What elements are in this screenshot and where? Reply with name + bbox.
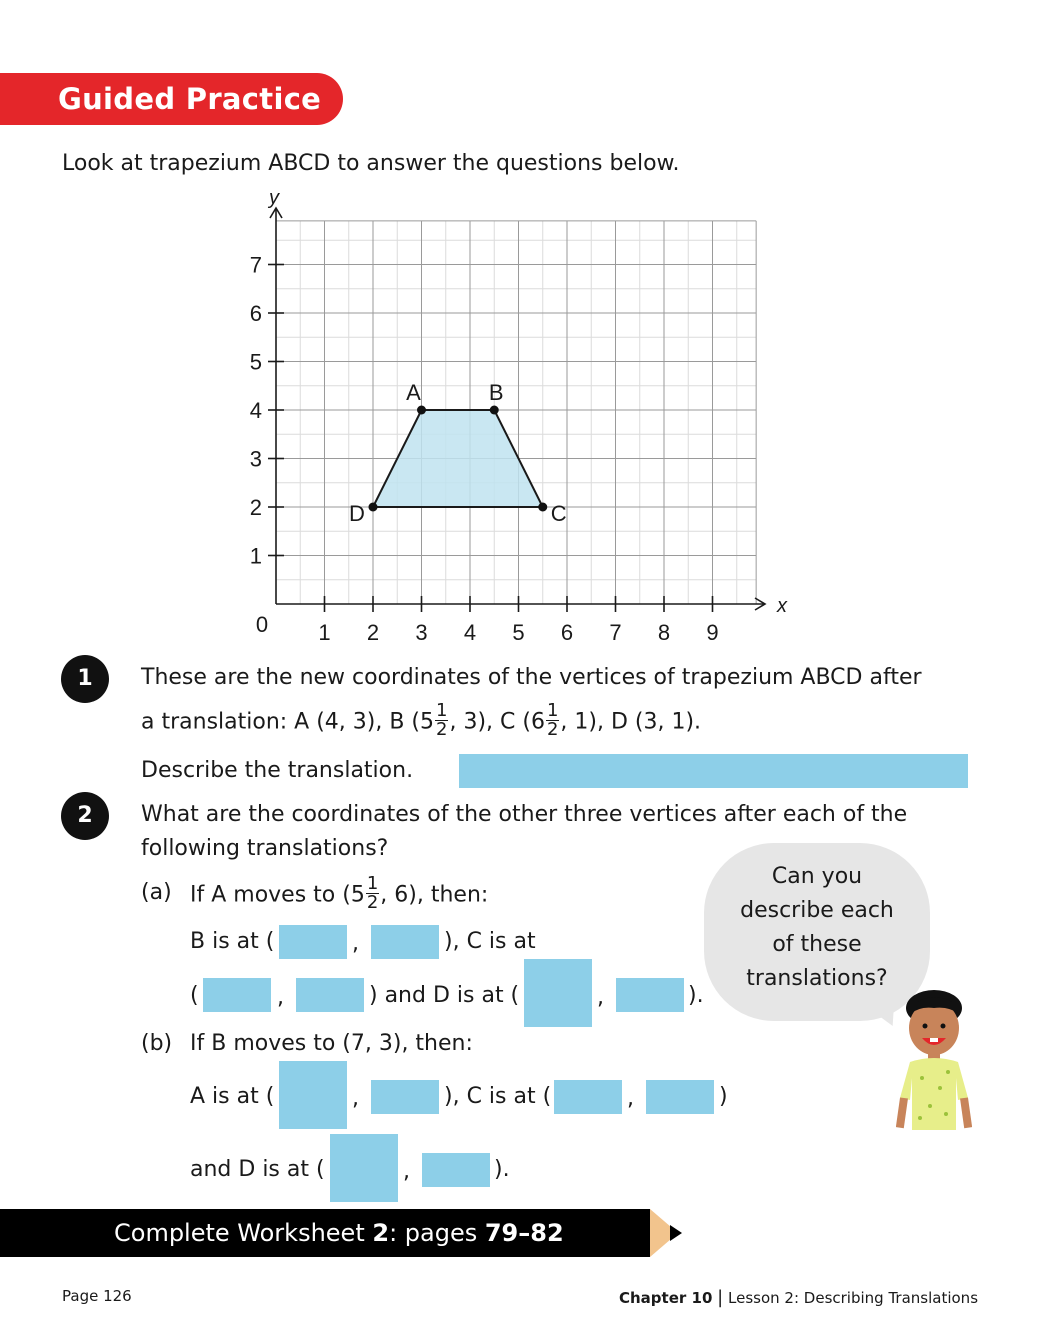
fraction-numerator: 1 — [546, 700, 559, 721]
fraction-half — [546, 702, 559, 739]
y-tick-label: 3 — [249, 446, 262, 472]
a-cy-box[interactable] — [296, 978, 364, 1012]
q2-line1: What are the coordinates of the other three vertices after each of the — [141, 802, 908, 827]
trapezium-abcd — [373, 410, 543, 507]
a-c-is-at: ), C is at — [444, 929, 536, 954]
b-a-is-at: A is at ( — [190, 1084, 275, 1109]
footer-mid: : pages — [389, 1219, 485, 1247]
x-tick-label: 7 — [609, 620, 622, 645]
b-dx-box[interactable] — [330, 1134, 398, 1202]
fraction-numerator: 1 — [436, 700, 448, 721]
open-paren: ( — [190, 983, 199, 1008]
coordinate-grid — [230, 180, 810, 650]
worksheet-banner — [0, 1209, 650, 1257]
y-tick-label: 7 — [249, 252, 262, 278]
b-c-is-at: ), C is at ( — [444, 1084, 552, 1109]
a-and-d: ) and D is at ( — [369, 983, 520, 1008]
fraction-denominator: 2 — [546, 719, 559, 740]
bubble-line: Can you — [771, 864, 863, 889]
comma: , — [352, 1086, 359, 1111]
question-2-number: 2 — [77, 803, 93, 828]
section-banner — [0, 73, 343, 125]
x-tick-label: 1 — [318, 620, 331, 645]
part-a-label: (a) — [141, 880, 172, 905]
origin-label: 0 — [255, 612, 269, 637]
q1-coords-a: a translation: A (4, 3), B (5 — [141, 709, 435, 735]
fraction-half — [435, 702, 448, 739]
separator: | — [717, 1287, 724, 1308]
question-2-badge — [61, 792, 109, 840]
x-tick-label: 2 — [366, 620, 380, 645]
x-tick-label: 3 — [415, 620, 428, 645]
b-and-d: and D is at ( — [190, 1157, 325, 1182]
vertex-point — [369, 503, 378, 512]
part-a-text-2: , 6), then: — [380, 882, 489, 908]
vertex-point — [490, 406, 499, 415]
q1-answer-box[interactable] — [459, 754, 968, 788]
part-a-text — [190, 873, 489, 914]
a-bx-box[interactable] — [279, 925, 347, 959]
fraction-numerator: 1 — [366, 873, 379, 894]
comma: , — [403, 1159, 410, 1184]
y-tick-label: 5 — [249, 349, 262, 375]
b-cy-box[interactable] — [646, 1080, 714, 1114]
comma: , — [352, 931, 359, 956]
part-a-text-1: If A moves to (5 — [190, 882, 365, 908]
comma: , — [277, 985, 284, 1010]
y-tick-label: 6 — [249, 301, 262, 326]
b-dy-box[interactable] — [422, 1153, 490, 1187]
close-paren: ) — [719, 1084, 728, 1109]
vertex-point — [417, 406, 426, 415]
a-dx-box[interactable] — [524, 959, 592, 1027]
x-tick-label: 6 — [560, 620, 574, 645]
page-number: Page 126 — [62, 1287, 132, 1305]
a-cx-box[interactable] — [203, 978, 271, 1012]
footer-pages: 79–82 — [484, 1219, 564, 1247]
fraction-denominator: 2 — [366, 892, 379, 913]
y-tick-label: 1 — [249, 543, 262, 569]
vertex-point — [538, 503, 547, 512]
x-tick-label: 5 — [512, 620, 525, 645]
vertex-label: B — [488, 380, 504, 405]
question-1-badge — [61, 655, 109, 703]
b-ax-box[interactable] — [279, 1061, 347, 1129]
q2-line2: following translations? — [141, 836, 389, 861]
lesson-label: Lesson 2: Describing Translations — [728, 1289, 979, 1307]
q1-coords-c: , 1), D (3, 1). — [560, 709, 702, 735]
a-dy-box[interactable] — [616, 978, 684, 1012]
q1-line1: These are the new coordinates of the vertices of trapezium ABCD after — [141, 665, 922, 690]
comma: , — [597, 985, 604, 1010]
boy-character-illustration — [896, 988, 972, 1132]
intro-text: Look at trapezium ABCD to answer the questions below. — [62, 151, 680, 176]
fraction-denominator: 2 — [436, 719, 448, 740]
x-tick-label: 9 — [706, 620, 719, 645]
comma: , — [627, 1086, 634, 1111]
vertex-label: D — [349, 501, 365, 526]
b-ay-box[interactable] — [371, 1080, 439, 1114]
a-by-box[interactable] — [371, 925, 439, 959]
question-1-number: 1 — [77, 666, 93, 691]
part-b-label: (b) — [141, 1031, 173, 1056]
q1-line2 — [141, 700, 702, 741]
x-tick-label: 4 — [463, 620, 477, 645]
vertex-label: C — [550, 501, 567, 526]
a-b-is-at: B is at ( — [190, 929, 275, 954]
x-axis-label: x — [777, 595, 787, 617]
bubble-line: translations? — [746, 966, 888, 991]
b-cx-box[interactable] — [554, 1080, 622, 1114]
footer-worksheet-number: 2 — [372, 1219, 390, 1247]
y-axis-label: y — [269, 187, 279, 209]
chapter-info — [619, 1287, 978, 1308]
y-tick-label: 2 — [249, 495, 262, 520]
y-tick-label: 4 — [249, 398, 262, 423]
fraction-half — [366, 875, 379, 912]
bubble-line: describe each — [740, 898, 894, 923]
x-tick-label: 8 — [657, 620, 671, 645]
bubble-text — [704, 860, 930, 996]
banner-title: Guided Practice — [58, 82, 322, 116]
close: ). — [494, 1157, 510, 1182]
footer-prefix: Complete Worksheet — [114, 1219, 373, 1247]
bubble-line: of these — [772, 932, 862, 957]
chapter-label: Chapter 10 — [619, 1289, 713, 1307]
close: ). — [688, 983, 704, 1008]
pencil-lead-icon — [670, 1225, 682, 1241]
part-b-text: If B moves to (7, 3), then: — [190, 1031, 473, 1056]
q1-prompt: Describe the translation. — [141, 758, 414, 783]
q1-coords-b: , 3), C (6 — [449, 709, 545, 735]
vertex-label: A — [406, 380, 421, 405]
